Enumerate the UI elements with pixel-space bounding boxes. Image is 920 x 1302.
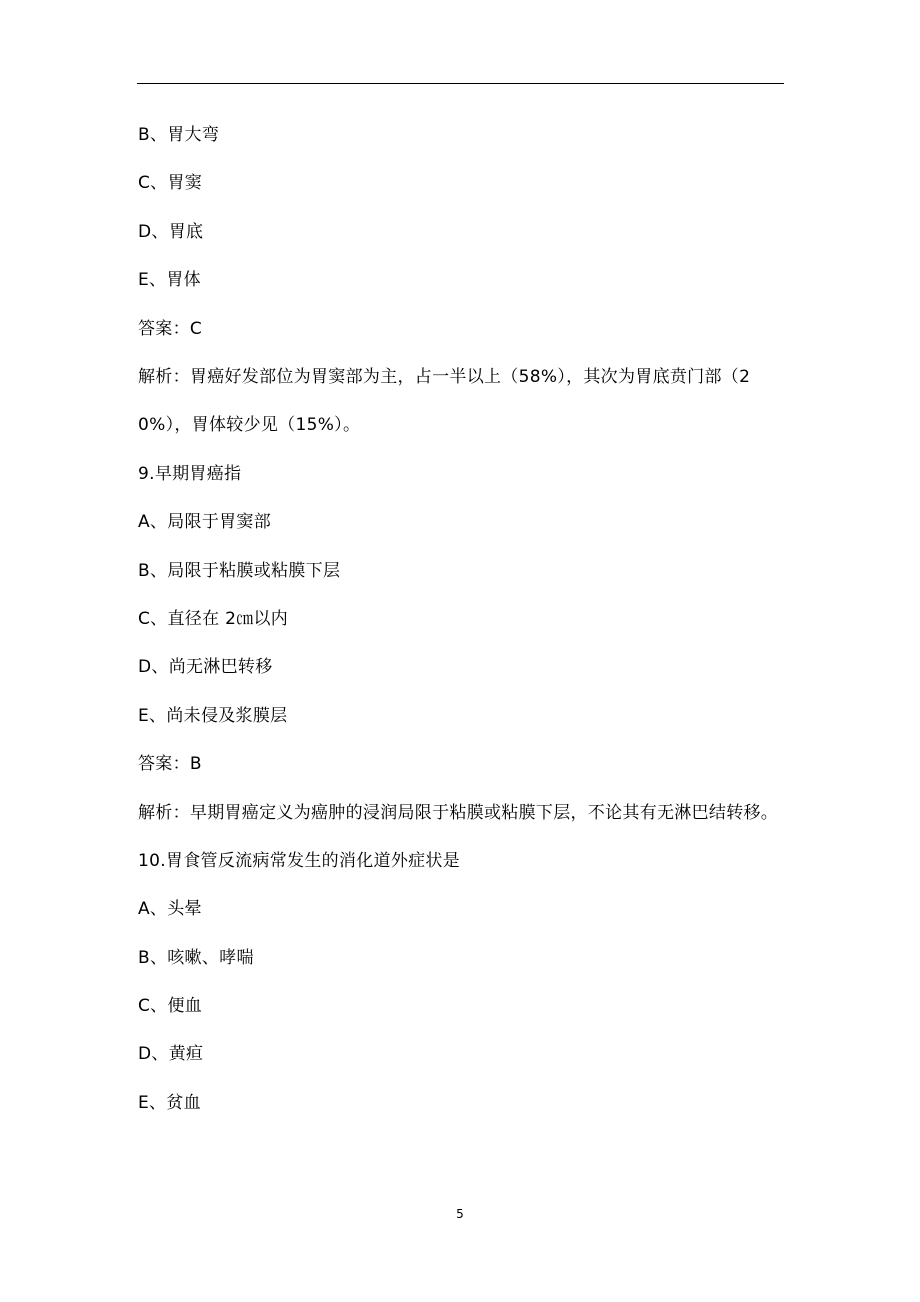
q8-explanation: 解析：胃癌好发部位为胃窦部为主，占一半以上（58%），其次为胃底贲门部（20%），胃体较少见（15%）。 xyxy=(138,366,751,436)
header-rule xyxy=(137,83,784,84)
q10-option-a: A、头晕 xyxy=(138,899,202,920)
page-content xyxy=(138,111,784,1127)
q8-option-c: C、胃窦 xyxy=(138,173,203,194)
q8-answer: 答案：C xyxy=(138,318,203,339)
q8-option-b: B、胃大弯 xyxy=(138,125,220,145)
q10-option-e: E、贫血 xyxy=(138,1092,201,1113)
q10-option-b: B、咳嗽、哮喘 xyxy=(138,947,254,968)
q9-option-a: A、局限于胃窦部 xyxy=(138,512,272,533)
q8-option-d: D、胃底 xyxy=(138,221,204,242)
q9-answer: 答案：B xyxy=(138,754,202,775)
q10-option-d: D、黄疸 xyxy=(138,1044,204,1065)
q9-option-d: D、尚无淋巴转移 xyxy=(138,657,273,678)
q9-option-c: C、直径在 2㎝以内 xyxy=(138,608,289,629)
q10-stem: 10.胃食管反流病常发生的消化道外症状是 xyxy=(138,850,461,871)
q8-option-e: E、胃体 xyxy=(138,270,201,291)
q9-stem: 9.早期胃癌指 xyxy=(138,463,242,484)
q9-option-b: B、局限于粘膜或粘膜下层 xyxy=(138,560,341,581)
q10-option-c: C、便血 xyxy=(138,996,203,1017)
q9-explanation: 解析：早期胃癌定义为癌肿的浸润局限于粘膜或粘膜下层，不论其有无淋巴结转移。 xyxy=(138,802,779,823)
q9-option-e: E、尚未侵及浆膜层 xyxy=(138,705,288,726)
page-number: 5 xyxy=(456,1207,464,1221)
